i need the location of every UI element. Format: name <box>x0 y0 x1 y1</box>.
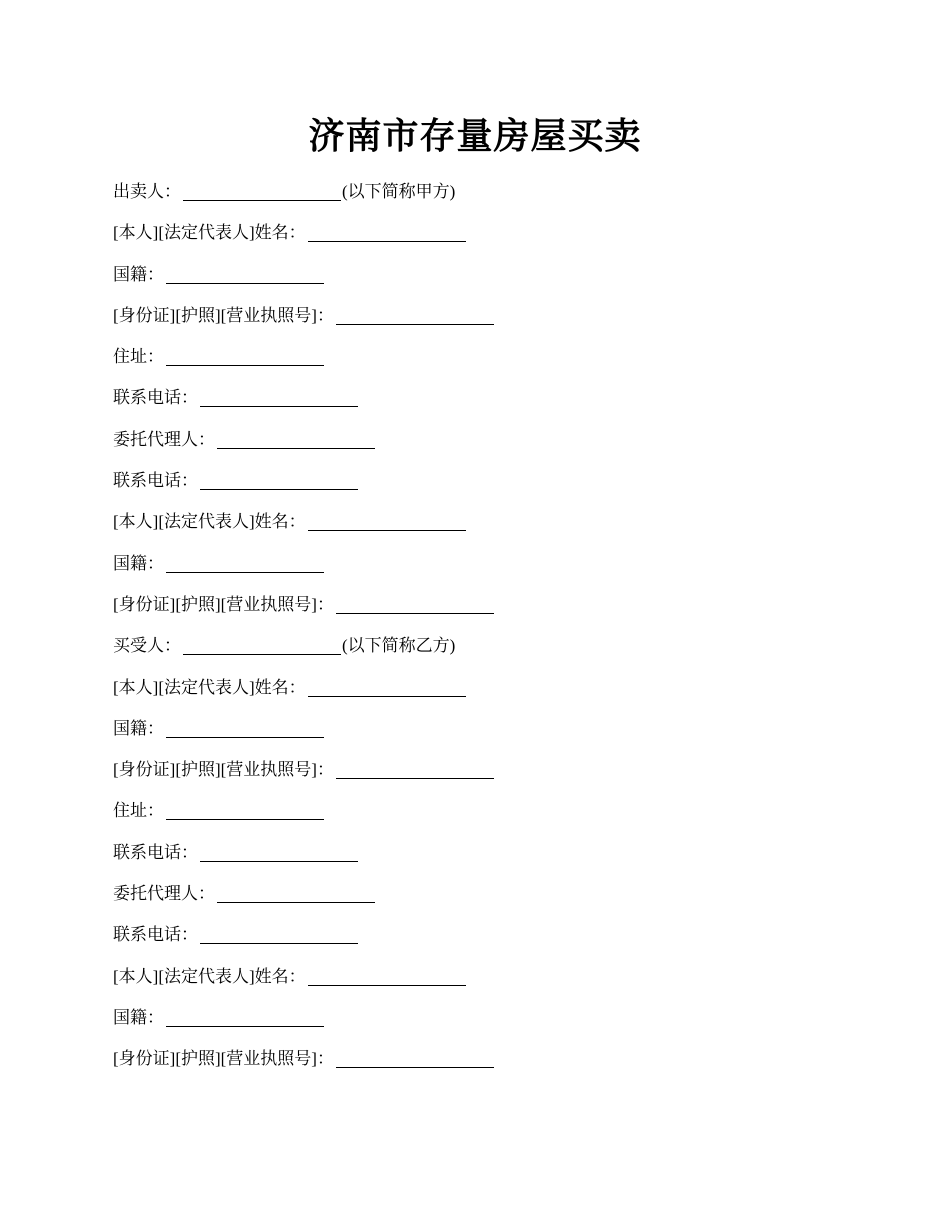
fill-in-blank[interactable] <box>336 1047 494 1068</box>
fill-in-blank[interactable] <box>166 799 324 820</box>
fill-in-blank[interactable] <box>336 758 494 779</box>
fill-in-blank[interactable] <box>200 469 358 490</box>
form-line <box>113 673 873 714</box>
field-label: [本人][法定代表人]姓名： <box>113 512 306 532</box>
field-label: 联系电话： <box>113 842 198 862</box>
fill-in-blank[interactable] <box>217 428 375 449</box>
form-line <box>113 218 873 259</box>
form-line <box>113 425 873 466</box>
form-lines <box>113 177 873 1086</box>
field-label: [身份证][护照][营业执照号]： <box>113 760 334 780</box>
field-label: 联系电话： <box>113 388 198 408</box>
document-title: 济南市存量房屋买卖 <box>308 116 642 156</box>
fill-in-blank[interactable] <box>166 717 324 738</box>
form-line <box>113 342 873 383</box>
fill-in-blank[interactable] <box>308 221 466 242</box>
field-label: 国籍： <box>113 553 164 573</box>
field-label: 买受人： <box>113 636 181 656</box>
form-line <box>113 383 873 424</box>
form-line <box>113 1003 873 1044</box>
field-label: 国籍： <box>113 718 164 738</box>
field-label: 联系电话： <box>113 471 198 491</box>
field-label: [本人][法定代表人]姓名： <box>113 677 306 697</box>
fill-in-blank[interactable] <box>336 304 494 325</box>
field-label: [本人][法定代表人]姓名： <box>113 966 306 986</box>
fill-in-blank[interactable] <box>200 386 358 407</box>
fill-in-blank[interactable] <box>200 841 358 862</box>
form-line <box>113 920 873 961</box>
field-label: [身份证][护照][营业执照号]： <box>113 594 334 614</box>
field-label: 委托代理人： <box>113 429 215 449</box>
fill-in-blank[interactable] <box>166 1006 324 1027</box>
form-line <box>113 507 873 548</box>
fill-in-blank[interactable] <box>217 882 375 903</box>
fill-in-blank[interactable] <box>200 923 358 944</box>
form-line <box>113 879 873 920</box>
field-suffix: (以下简称乙方) <box>342 636 456 656</box>
form-line <box>113 796 873 837</box>
form-line <box>113 962 873 1003</box>
field-label: 出卖人： <box>113 182 181 201</box>
field-label: 住址： <box>113 801 164 821</box>
field-label: 国籍： <box>113 1007 164 1027</box>
form-line <box>113 838 873 879</box>
form-line <box>113 755 873 796</box>
fill-in-blank[interactable] <box>166 263 324 284</box>
field-label: 联系电话： <box>113 925 198 945</box>
fill-in-blank[interactable] <box>308 676 466 697</box>
fill-in-blank[interactable] <box>308 965 466 986</box>
field-label: [本人][法定代表人]姓名： <box>113 223 306 243</box>
field-label: 住址： <box>113 347 164 367</box>
fill-in-blank[interactable] <box>336 593 494 614</box>
fill-in-blank[interactable] <box>308 510 466 531</box>
fill-in-blank[interactable] <box>183 180 341 201</box>
form-line <box>113 1044 873 1085</box>
field-label: [身份证][护照][营业执照号]： <box>113 1049 334 1069</box>
form-line <box>113 301 873 342</box>
form-line <box>113 590 873 631</box>
field-label: [身份证][护照][营业执照号]： <box>113 305 334 325</box>
field-label: 委托代理人： <box>113 884 215 904</box>
form-line <box>113 177 873 218</box>
fill-in-blank[interactable] <box>166 552 324 573</box>
form-line <box>113 631 873 672</box>
fill-in-blank[interactable] <box>166 345 324 366</box>
form-line <box>113 260 873 301</box>
form-line <box>113 549 873 590</box>
field-label: 国籍： <box>113 264 164 284</box>
field-suffix: (以下简称甲方) <box>342 182 456 201</box>
form-line <box>113 466 873 507</box>
fill-in-blank[interactable] <box>183 634 341 655</box>
form-line <box>113 714 873 755</box>
